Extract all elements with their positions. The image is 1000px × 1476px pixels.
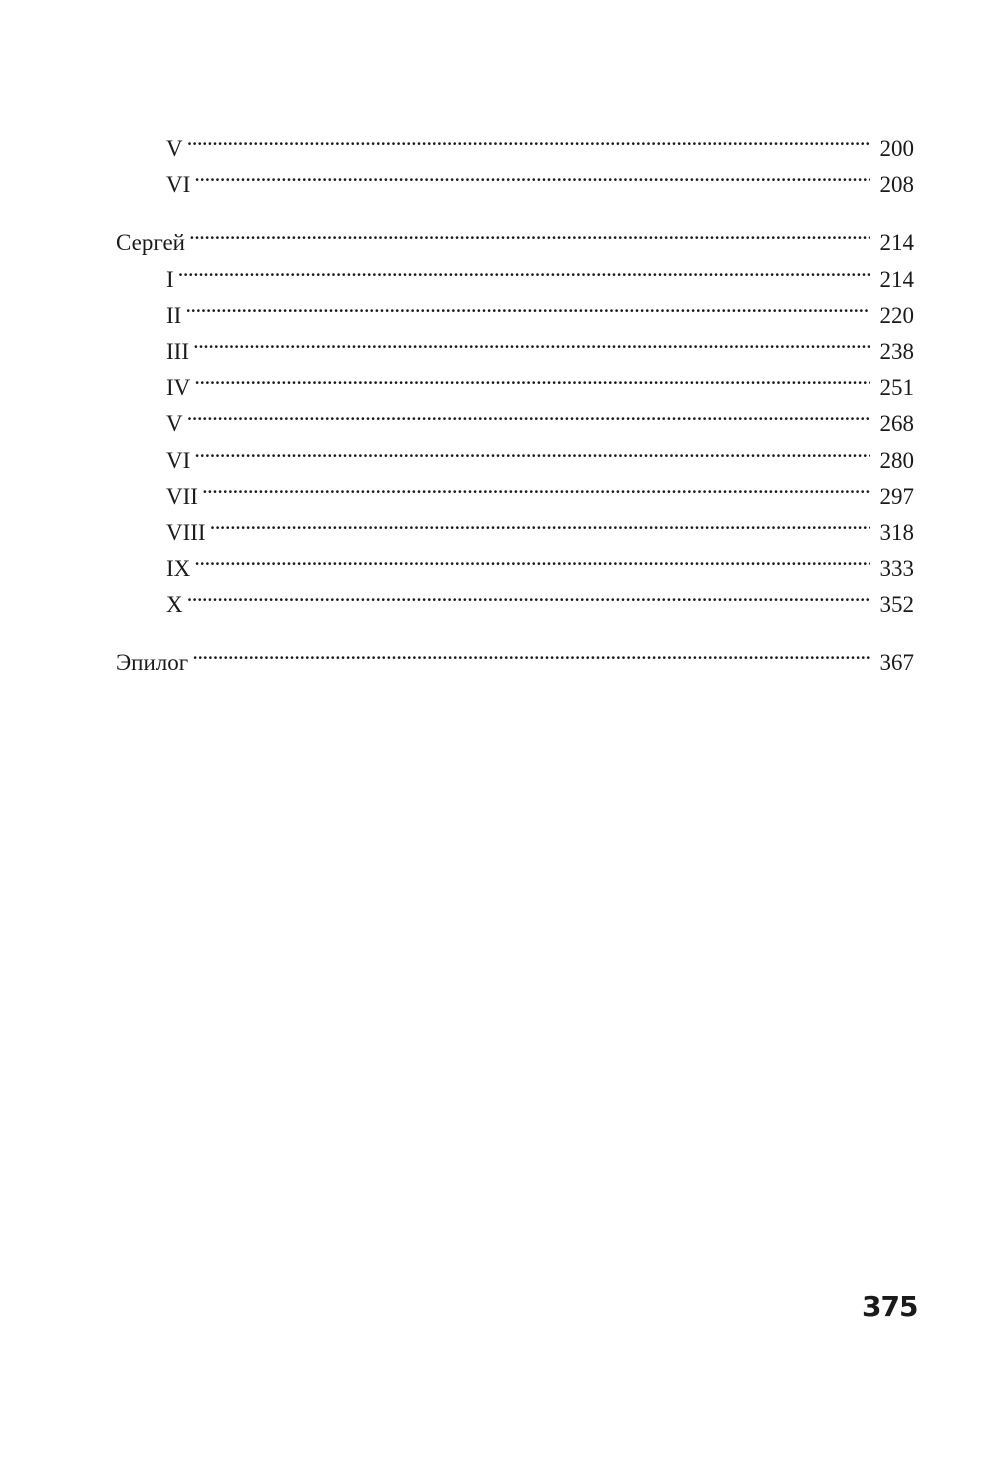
toc-entry[interactable] (116, 395, 914, 437)
toc-entry-page: 208 (879, 172, 914, 198)
toc-entry-label: III (166, 338, 189, 364)
toc-entry-page: 367 (879, 650, 914, 676)
toc-entry-label: V (166, 136, 183, 161)
toc-entry[interactable] (116, 468, 914, 509)
toc-dot-leader (194, 432, 870, 468)
toc-entry-page: 214 (879, 230, 914, 256)
toc-entry[interactable] (116, 576, 914, 618)
toc-entry-page: 251 (879, 375, 914, 401)
toc-entry-label: II (166, 302, 182, 328)
toc-dot-leader (187, 576, 870, 612)
toc-entry-label: VIII (166, 519, 206, 545)
toc-dot-leader (187, 120, 870, 156)
toc-entry-label: VI (166, 447, 191, 473)
toc-dot-leader (194, 359, 870, 395)
toc-section-label: Эпилог (116, 650, 189, 676)
toc-entry-label: I (166, 266, 174, 292)
toc-entry[interactable] (116, 432, 914, 473)
toc-entry-page: 318 (879, 519, 914, 545)
toc-entry-page: 214 (879, 266, 914, 292)
toc-entry-page: 220 (879, 302, 914, 328)
toc-entry[interactable] (116, 287, 914, 328)
toc-dot-leader (192, 634, 870, 670)
toc-dot-leader (193, 323, 870, 359)
toc-dot-leader (202, 468, 870, 504)
toc-entry-page: 268 (879, 411, 914, 437)
page-number: 375 (862, 1290, 918, 1323)
toc-entry[interactable] (116, 120, 914, 161)
toc-entry[interactable] (116, 323, 914, 364)
toc-entry-page: 280 (879, 447, 914, 473)
toc-entry-page: 238 (879, 338, 914, 364)
toc-entry-page: 297 (879, 483, 914, 509)
toc-dot-leader (194, 540, 870, 576)
toc-entry-label: VI (166, 172, 191, 198)
toc-dot-leader (189, 214, 870, 250)
toc-dot-leader (187, 395, 870, 431)
toc-entry-label: IX (166, 556, 191, 582)
toc-entry-label: V (166, 411, 183, 437)
toc-entry-page: 352 (879, 592, 914, 618)
toc-dot-leader (210, 504, 870, 540)
toc-entry[interactable] (116, 156, 914, 198)
toc-dot-leader (194, 156, 870, 192)
toc-entry[interactable] (116, 540, 914, 582)
toc-entry[interactable] (116, 504, 914, 545)
toc-section-entry[interactable] (116, 214, 914, 256)
table-of-contents (116, 120, 914, 676)
toc-section-entry[interactable] (116, 634, 914, 676)
toc-entry[interactable] (116, 251, 914, 292)
toc-entry-page: 200 (879, 136, 914, 161)
toc-dot-leader (185, 287, 870, 323)
toc-entry-label: X (166, 592, 183, 618)
toc-entry-label: VII (166, 483, 198, 509)
toc-section-label: Сергей (116, 230, 185, 256)
toc-entry[interactable] (116, 359, 914, 401)
toc-entry-page: 333 (879, 556, 914, 582)
toc-dot-leader (178, 251, 870, 287)
toc-entry-label: IV (166, 375, 191, 401)
